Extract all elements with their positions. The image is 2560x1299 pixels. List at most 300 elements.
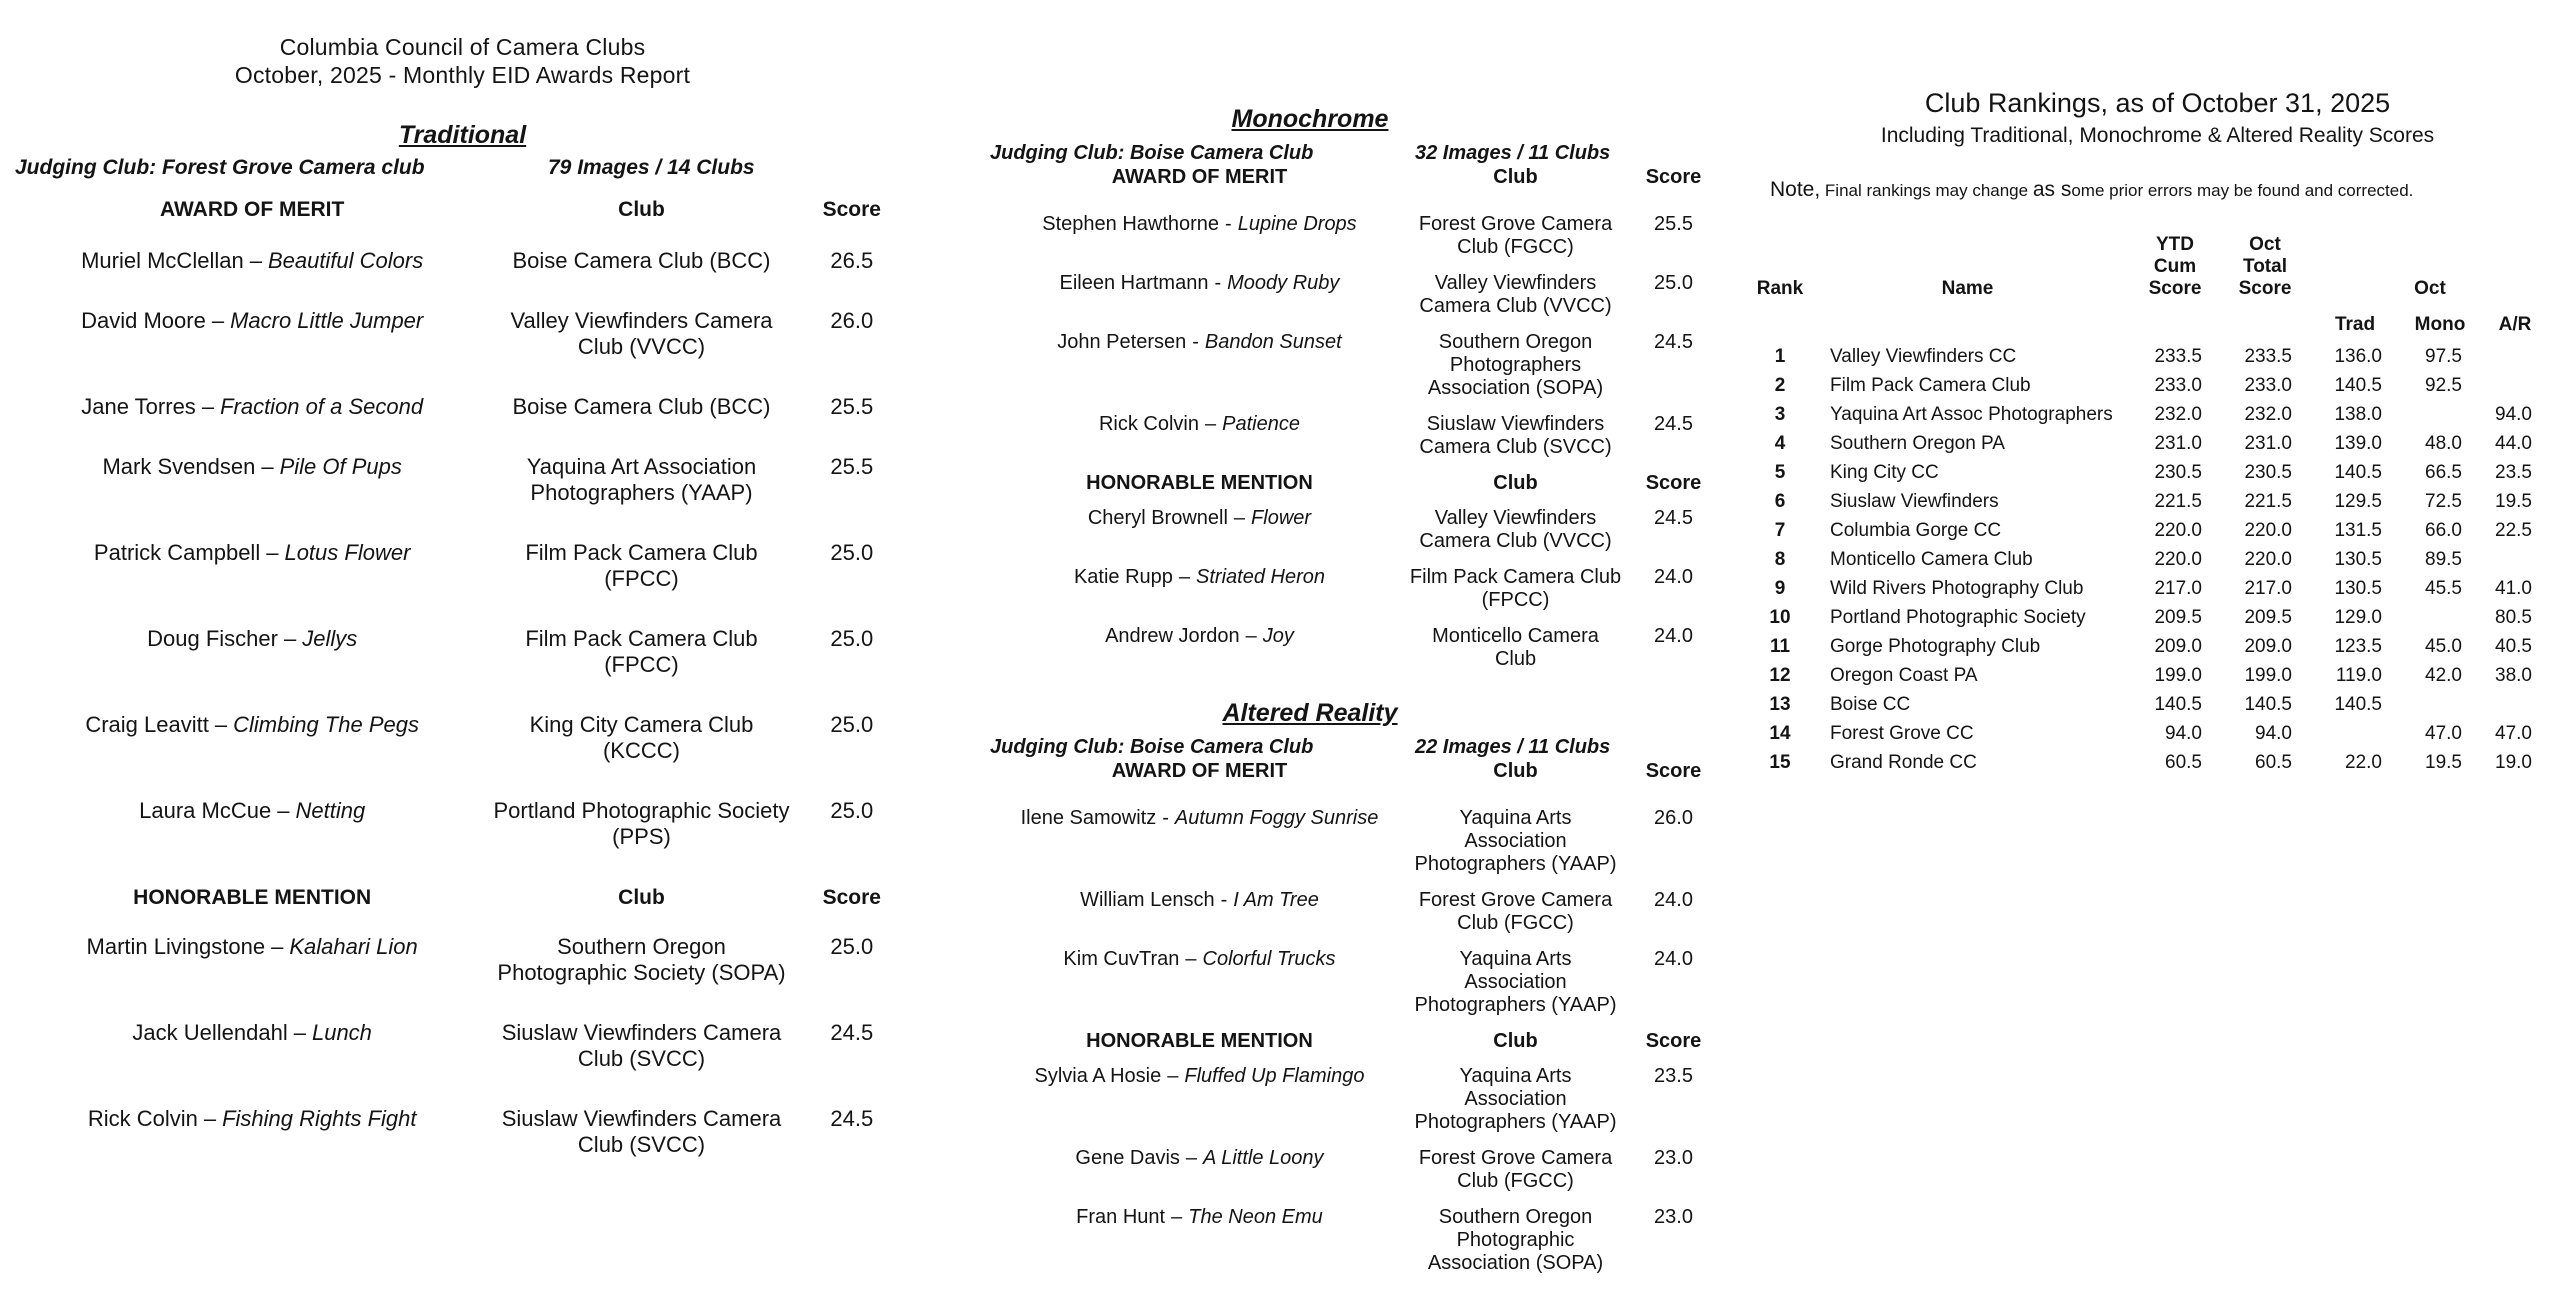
mono-score — [2400, 690, 2480, 719]
oct-total-score: 231.0 — [2244, 433, 2292, 454]
rank-value: 11 — [1769, 636, 1791, 657]
dash-separator: – — [1185, 948, 1197, 970]
ranking-row — [1755, 429, 2560, 458]
award-row — [990, 889, 1725, 935]
ytd-cum-score: 199.0 — [2154, 665, 2202, 686]
image-title: Lupine Drops — [1237, 213, 1357, 235]
ranking-row — [1755, 400, 2560, 429]
middle-panel — [990, 105, 1725, 1288]
traditional-award-list — [15, 248, 910, 850]
maker-and-title — [990, 1065, 1409, 1134]
altered-reality-hm-list — [990, 1065, 1725, 1275]
rankings-subheader-row — [1755, 314, 2560, 336]
trad-score: 130.5 — [2334, 578, 2382, 599]
spacer — [2130, 314, 2220, 336]
club-name: Film Pack Camera Club (FPCC) — [525, 626, 758, 677]
image-title: Pile Of Pups — [279, 454, 402, 479]
club-name: Valley Viewfinders CC — [1830, 346, 2017, 367]
maker-and-title — [15, 1020, 489, 1072]
oct-total-score: 199.0 — [2244, 665, 2292, 686]
club-column-label: Club — [1493, 760, 1538, 782]
club-name: Boise Camera Club (BCC) — [512, 394, 771, 419]
oct-total-score: 60.5 — [2255, 752, 2292, 773]
club-name: Yaquina Arts Association Photographers (YAAP) — [1414, 1065, 1617, 1133]
award-row — [15, 1020, 910, 1072]
honorable-mention-label: HONORABLE MENTION — [1086, 472, 1313, 494]
rankings-subtitle: Including Traditional, Monochrome & Altered Reality Scores — [1880, 124, 2435, 147]
club-name: King City CC — [1830, 462, 1939, 483]
club-name: Film Pack Camera Club (FPCC) — [525, 540, 758, 591]
club-name: Portland Photographic Society — [1830, 607, 2086, 628]
oct-total-score: 217.0 — [2244, 578, 2292, 599]
altered-reality-judging-line — [990, 736, 1725, 760]
dash-separator: – — [293, 1020, 306, 1045]
rankings-header-row — [1755, 234, 2560, 300]
rank-value: 8 — [1774, 549, 1786, 570]
traditional-award-header-row — [15, 198, 910, 222]
oct-header-line1: Oct — [2249, 234, 2281, 255]
image-title: Patience — [1222, 413, 1300, 435]
award-row — [990, 413, 1725, 459]
ar-score: 19.0 — [2495, 752, 2532, 773]
oct-total-score: 209.5 — [2244, 607, 2292, 628]
ar-score — [2480, 690, 2550, 719]
maker-name: Kim CuvTran — [1063, 948, 1180, 970]
award-row — [15, 540, 910, 592]
oct-total-score: 233.5 — [2244, 346, 2292, 367]
maker-and-title — [15, 1106, 489, 1158]
award-row — [15, 248, 910, 274]
rank-value: 3 — [1774, 404, 1786, 425]
score-column-label: Score — [822, 198, 881, 221]
oct-total-score: 221.5 — [2244, 491, 2292, 512]
maker-and-title — [990, 331, 1409, 400]
club-column-label: Club — [618, 198, 665, 221]
award-row — [990, 948, 1725, 1017]
maker-name: Gene Davis — [1075, 1147, 1180, 1169]
mono-score: 48.0 — [2425, 433, 2462, 454]
image-title: Lotus Flower — [284, 540, 411, 565]
oct-total-score: 230.5 — [2244, 462, 2292, 483]
club-name: Forest Grove Camera Club (FGCC) — [1418, 889, 1613, 934]
club-name: Gorge Photography Club — [1830, 636, 2041, 657]
score-value: 25.0 — [830, 540, 874, 565]
club-name: Columbia Gorge CC — [1830, 520, 2002, 541]
maker-name: John Petersen — [1057, 331, 1187, 353]
ytd-cum-score: 94.0 — [2165, 723, 2202, 744]
maker-name: Katie Rupp — [1073, 566, 1173, 588]
ranking-row — [1755, 719, 2560, 748]
ytd-cum-score: 221.5 — [2154, 491, 2202, 512]
traditional-heading: Traditional — [398, 121, 527, 149]
award-of-merit-label: AWARD OF MERIT — [1111, 760, 1288, 782]
altered-reality-hm-header-row — [990, 1030, 1725, 1053]
mono-score: 66.0 — [2425, 520, 2462, 541]
award-row — [15, 308, 910, 360]
rankings-note — [1755, 178, 2560, 202]
trad-score: 130.5 — [2334, 549, 2382, 570]
image-title: Kalahari Lion — [289, 934, 418, 959]
oct-total-score: 220.0 — [2244, 549, 2292, 570]
ar-score — [2480, 342, 2550, 371]
dash-separator: – — [271, 934, 284, 959]
spacer — [1805, 314, 2130, 336]
award-row — [990, 807, 1725, 876]
altered-reality-stats: 22 Images / 11 Clubs — [1415, 736, 1611, 758]
club-name: King City Camera Club (KCCC) — [529, 712, 754, 763]
monochrome-judging-line — [990, 142, 1725, 166]
mono-score: 66.5 — [2425, 462, 2462, 483]
oct-total-score: 232.0 — [2244, 404, 2292, 425]
image-title: Beautiful Colors — [267, 248, 424, 273]
score-column-label: Score — [1645, 472, 1702, 494]
spacer — [2220, 314, 2310, 336]
maker-and-title — [15, 308, 489, 360]
score-value: 26.5 — [830, 248, 874, 273]
club-name: Forest Grove CC — [1830, 723, 1974, 744]
ytd-header-line2: Cum — [2153, 256, 2197, 277]
dash-separator: – — [266, 540, 279, 565]
score-value: 25.5 — [830, 394, 874, 419]
maker-name: Stephen Hawthorne — [1042, 213, 1220, 235]
dash-separator: – — [261, 454, 274, 479]
maker-and-title — [990, 625, 1409, 671]
ytd-cum-score: 140.5 — [2154, 694, 2202, 715]
rank-value: 10 — [1769, 607, 1791, 628]
mono-score — [2400, 603, 2480, 632]
score-value: 25.5 — [830, 454, 874, 479]
ar-score — [2480, 371, 2550, 400]
mono-score — [2400, 400, 2480, 429]
dash-separator: – — [1171, 1206, 1183, 1228]
club-name: Southern Oregon PA — [1830, 433, 2005, 454]
maker-and-title — [990, 807, 1409, 876]
dash-separator: - — [1225, 213, 1232, 235]
image-title: Flower — [1251, 507, 1312, 529]
ar-score: 80.5 — [2495, 607, 2532, 628]
ranking-row — [1755, 661, 2560, 690]
traditional-hm-list — [15, 934, 910, 1158]
trad-score: 131.5 — [2334, 520, 2382, 541]
ytd-header-line3: Score — [2148, 278, 2202, 299]
score-value: 24.5 — [1654, 413, 1693, 435]
ar-score: 41.0 — [2495, 578, 2532, 599]
maker-and-title — [15, 540, 489, 592]
score-value: 24.5 — [1654, 507, 1693, 529]
club-name: Forest Grove Camera Club (FGCC) — [1418, 213, 1613, 258]
award-row — [990, 331, 1725, 400]
ranking-row — [1755, 603, 2560, 632]
trad-score: 138.0 — [2334, 404, 2382, 425]
traditional-hm-header-row — [15, 886, 910, 910]
maker-name: Sylvia A Hosie — [1034, 1065, 1162, 1087]
ytd-cum-score-header — [2130, 234, 2220, 300]
club-name: Boise Camera Club (BCC) — [512, 248, 771, 273]
score-value: 25.0 — [830, 626, 874, 651]
note-body-a: Final rankings may change — [1820, 181, 2033, 200]
ranking-row — [1755, 458, 2560, 487]
ar-score: 22.5 — [2495, 520, 2532, 541]
report-title — [15, 33, 910, 89]
rank-value: 1 — [1774, 346, 1786, 367]
ytd-cum-score: 60.5 — [2165, 752, 2202, 773]
maker-name: Jane Torres — [81, 394, 196, 419]
report-title-line2: October, 2025 - Monthly EID Awards Report — [234, 62, 691, 88]
image-title: Fraction of a Second — [220, 394, 424, 419]
oct-total-score: 220.0 — [2244, 520, 2292, 541]
oct-total-score: 233.0 — [2244, 375, 2292, 396]
rank-value: 7 — [1774, 520, 1786, 541]
image-title: Bandon Sunset — [1204, 331, 1342, 353]
maker-name: Patrick Campbell — [93, 540, 261, 565]
club-name: Film Pack Camera Club — [1830, 375, 2031, 396]
maker-name: Ilene Samowitz — [1020, 807, 1157, 829]
award-of-merit-label: AWARD OF MERIT — [160, 198, 345, 221]
ytd-cum-score: 209.0 — [2154, 636, 2202, 657]
trad-score: 139.0 — [2334, 433, 2382, 454]
dash-separator: – — [214, 712, 228, 737]
club-name: Oregon Coast PA — [1830, 665, 1978, 686]
maker-name: Rick Colvin — [87, 1106, 198, 1131]
monochrome-judging-club: Judging Club: Boise Camera Club — [990, 142, 1314, 164]
altered-reality-award-header-row — [990, 760, 1725, 783]
monochrome-hm-list — [990, 507, 1725, 671]
ranking-row — [1755, 574, 2560, 603]
mono-score: 89.5 — [2425, 549, 2462, 570]
dash-separator: – — [249, 248, 262, 273]
oct-total-score: 140.5 — [2244, 694, 2292, 715]
note-body-b: ome prior errors may be found and corrected. — [2071, 181, 2414, 200]
score-column-label: Score — [1645, 166, 1702, 188]
image-title: Joy — [1262, 625, 1294, 647]
trad-score: 136.0 — [2334, 346, 2382, 367]
club-column-label: Club — [1493, 166, 1538, 188]
ytd-cum-score: 233.0 — [2154, 375, 2202, 396]
club-name: Southern Oregon Photographic Association (SOPA) — [1427, 1206, 1604, 1274]
score-value: 26.0 — [1654, 807, 1693, 829]
dash-separator: – — [277, 798, 290, 823]
club-column-label: Club — [1493, 472, 1538, 494]
rank-value: 6 — [1774, 491, 1786, 512]
note-mid: as s — [2032, 178, 2072, 201]
ar-score: 38.0 — [2495, 665, 2532, 686]
score-value: 25.0 — [830, 798, 874, 823]
award-of-merit-label: AWARD OF MERIT — [1111, 166, 1288, 188]
award-row — [990, 213, 1725, 259]
maker-and-title — [990, 272, 1409, 318]
score-value: 23.5 — [1654, 1065, 1693, 1087]
image-title: A Little Loony — [1203, 1147, 1324, 1169]
score-value: 25.0 — [1654, 272, 1693, 294]
award-row — [990, 566, 1725, 612]
club-column-label: Club — [1493, 1030, 1538, 1052]
award-row — [990, 1206, 1725, 1275]
dash-separator: – — [1205, 413, 1217, 435]
maker-name: William Lensch — [1080, 889, 1215, 911]
name-header: Name — [1941, 278, 1994, 299]
traditional-judging-line — [15, 156, 910, 186]
score-value: 25.0 — [830, 934, 874, 959]
traditional-stats: 79 Images / 14 Clubs — [548, 156, 755, 179]
ar-score: 19.5 — [2495, 491, 2532, 512]
award-row — [990, 1065, 1725, 1134]
award-row — [15, 626, 910, 678]
image-title: I Am Tree — [1233, 889, 1319, 911]
club-name: Film Pack Camera Club (FPCC) — [1409, 566, 1622, 611]
club-name: Forest Grove Camera Club (FGCC) — [1418, 1147, 1613, 1192]
mono-score: 92.5 — [2425, 375, 2462, 396]
trad-score: 140.5 — [2334, 694, 2382, 715]
mono-subheader: Mono — [2414, 314, 2466, 335]
maker-and-title — [990, 413, 1409, 459]
award-row — [15, 454, 910, 506]
ytd-cum-score: 230.5 — [2154, 462, 2202, 483]
maker-and-title — [15, 394, 489, 420]
club-name: Siuslaw Viewfinders Camera Club (SVCC) — [1419, 413, 1612, 458]
monochrome-heading: Monochrome — [1231, 105, 1389, 133]
maker-and-title — [990, 1206, 1409, 1275]
ytd-cum-score: 231.0 — [2154, 433, 2202, 454]
club-name: Boise CC — [1830, 694, 1911, 715]
ytd-cum-score: 209.5 — [2154, 607, 2202, 628]
dash-separator: – — [1233, 507, 1246, 529]
dash-separator: – — [1167, 1065, 1179, 1087]
maker-and-title — [990, 948, 1409, 1017]
ranking-row — [1755, 748, 2560, 777]
rank-value: 4 — [1774, 433, 1786, 454]
score-value: 24.0 — [1654, 566, 1693, 588]
dash-separator: – — [203, 1106, 217, 1131]
oct-header-line3: Score — [2238, 278, 2292, 299]
monochrome-award-list — [990, 213, 1725, 459]
score-value: 25.5 — [1654, 213, 1693, 235]
maker-name: Jack Uellendahl — [132, 1020, 288, 1045]
score-column-label: Score — [822, 886, 881, 909]
ranking-row — [1755, 487, 2560, 516]
image-title: Moody Ruby — [1227, 272, 1340, 294]
ranking-row — [1755, 516, 2560, 545]
award-row — [990, 507, 1725, 553]
mono-score: 19.5 — [2425, 752, 2462, 773]
rank-value: 5 — [1774, 462, 1786, 483]
maker-name: Eileen Hartmann — [1059, 272, 1209, 294]
trad-score: 123.5 — [2334, 636, 2382, 657]
award-row — [990, 272, 1725, 318]
image-title: Climbing The Pegs — [233, 712, 419, 737]
image-title: Lunch — [311, 1020, 372, 1045]
ar-score: 40.5 — [2495, 636, 2532, 657]
dash-separator: - — [1220, 889, 1228, 911]
ranking-row — [1755, 545, 2560, 574]
score-value: 25.0 — [830, 712, 874, 737]
maker-and-title — [990, 1147, 1409, 1193]
oct-group-header: Oct — [2414, 278, 2446, 299]
trad-score: 129.5 — [2334, 491, 2382, 512]
trad-score: 140.5 — [2334, 462, 2382, 483]
rankings-title: Club Rankings, as of October 31, 2025 — [1924, 88, 2391, 118]
ytd-cum-score: 217.0 — [2154, 578, 2202, 599]
image-title: Autumn Foggy Sunrise — [1174, 807, 1379, 829]
score-column-label: Score — [1645, 1030, 1702, 1052]
ytd-header-line1: YTD — [2156, 234, 2194, 255]
traditional-judging-club: Judging Club: Forest Grove Camera club — [15, 156, 425, 179]
maker-and-title — [15, 934, 489, 986]
monochrome-hm-header-row — [990, 472, 1725, 495]
score-value: 24.5 — [1654, 331, 1693, 353]
trad-score: 22.0 — [2345, 752, 2382, 773]
oct-header-line2: Total — [2243, 256, 2287, 277]
image-title: Netting — [295, 798, 366, 823]
ar-score — [2480, 545, 2550, 574]
dash-separator: - — [1162, 807, 1169, 829]
rank-value: 15 — [1769, 752, 1791, 773]
club-name: Yaquina Arts Association Photographers (YAAP) — [1414, 948, 1617, 1016]
maker-and-title — [15, 454, 489, 506]
score-column-label: Score — [1645, 760, 1702, 782]
note-prefix: Note, — [1770, 178, 1821, 201]
award-row — [15, 934, 910, 986]
maker-name: Doug Fischer — [147, 626, 278, 651]
oct-total-score-header — [2220, 234, 2310, 300]
maker-name: Andrew Jordon — [1105, 625, 1240, 647]
score-value: 23.0 — [1654, 1147, 1693, 1169]
club-name: Portland Photographic Society (PPS) — [493, 798, 790, 849]
ar-score: 23.5 — [2495, 462, 2532, 483]
mono-score: 72.5 — [2425, 491, 2462, 512]
club-name: Valley Viewfinders Camera Club (VVCC) — [510, 308, 773, 359]
club-name: Valley Viewfinders Camera Club (VVCC) — [1419, 272, 1612, 317]
ranking-row — [1755, 342, 2560, 371]
maker-name: Cheryl Brownell — [1087, 507, 1228, 529]
award-row — [990, 1147, 1725, 1193]
honorable-mention-label: HONORABLE MENTION — [133, 886, 372, 909]
score-value: 23.0 — [1654, 1206, 1693, 1228]
dash-separator: – — [201, 394, 215, 419]
dash-separator: - — [1214, 272, 1222, 294]
ytd-cum-score: 232.0 — [2154, 404, 2202, 425]
trad-score — [2310, 719, 2400, 748]
club-name: Southern Oregon Photographic Society (SOPA) — [497, 934, 786, 985]
maker-and-title — [990, 507, 1409, 553]
ytd-cum-score: 220.0 — [2154, 549, 2202, 570]
oct-total-score: 94.0 — [2255, 723, 2292, 744]
rankings-table — [1755, 234, 2560, 777]
monochrome-stats: 32 Images / 11 Clubs — [1415, 142, 1611, 164]
mono-score: 47.0 — [2425, 723, 2462, 744]
mono-score: 42.0 — [2425, 665, 2462, 686]
dash-separator: - — [1192, 331, 1199, 353]
trad-score: 119.0 — [2335, 665, 2382, 686]
dash-separator: – — [1245, 625, 1257, 647]
score-value: 24.0 — [1654, 889, 1693, 911]
club-name: Wild Rivers Photography Club — [1830, 578, 2084, 599]
ranking-row — [1755, 690, 2560, 719]
altered-reality-block — [990, 699, 1725, 1275]
trad-subheader: Trad — [2334, 314, 2376, 335]
club-name: Monticello Camera Club — [1830, 549, 2033, 570]
image-title: Fishing Rights Fight — [222, 1106, 417, 1131]
maker-name: Martin Livingstone — [86, 934, 266, 959]
maker-name: Laura McCue — [139, 798, 272, 823]
ytd-cum-score: 233.5 — [2154, 346, 2202, 367]
ar-subheader: A/R — [2498, 314, 2532, 335]
score-value: 24.5 — [830, 1020, 874, 1045]
ranking-row — [1755, 371, 2560, 400]
ar-score: 44.0 — [2495, 433, 2532, 454]
image-title: Fluffed Up Flamingo — [1184, 1065, 1365, 1087]
maker-name: Fran Hunt — [1076, 1206, 1166, 1228]
oct-total-score: 209.0 — [2244, 636, 2292, 657]
